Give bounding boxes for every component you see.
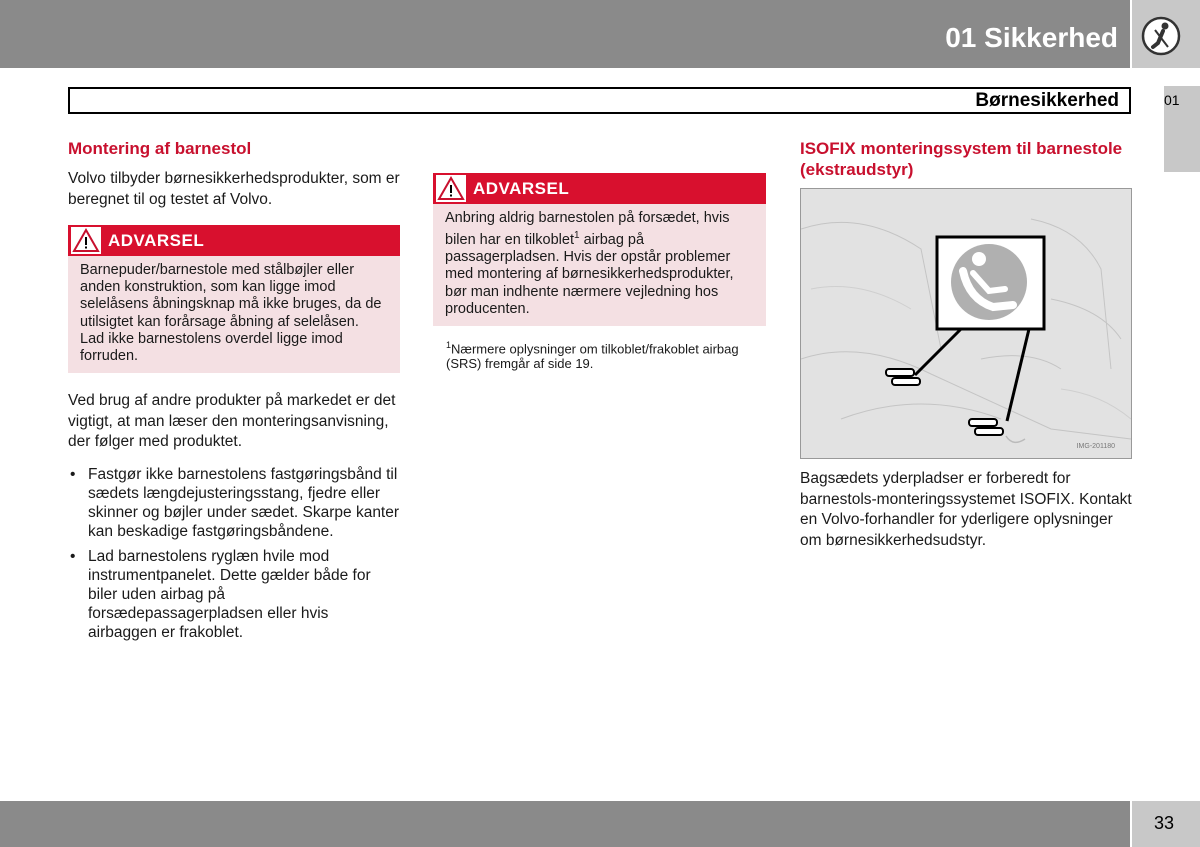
warning-box <box>68 225 400 373</box>
figure-code: IMG-201180 <box>1076 443 1115 450</box>
warning-text <box>433 204 766 326</box>
warning-text-line-1: Barnepuder/barnestole med stålbøjler eller anden konstruktion, som kan ligge imod selelåsens åbningsknap må ikke bruges, da de utilsigtet kan forårsage åbning af selelåsen. <box>80 262 382 330</box>
warning-title: ADVARSEL <box>473 179 570 198</box>
list-item: • Lad barnestolens ryglæn hvile mod instrumentpanelet. Dette gælder både for biler uden airbag på forsædepassagerpladsen eller hvis airbaggen er frakoblet. <box>68 547 400 642</box>
heading-isofix: ISOFIX monteringssystem til barnestole (ekstraudstyr) <box>800 139 1123 179</box>
section-bar <box>68 87 1131 114</box>
warning-triangle-icon <box>71 227 101 254</box>
column-right <box>800 138 1132 551</box>
column-middle <box>433 173 766 371</box>
warning-text-part-2: airbag på passagerpladsen. Hvis der opstår problemer med montering af børnesikkerhedsprodukter, bør man indhente nærmere vejledning hos producenten. <box>445 232 734 317</box>
isofix-paragraph: Bagsædets yderpladser er forberedt for barnestols-monteringssystemet ISOFIX. Kontakt en Volvo-forhandler for yderligere oplysninger om børnesikkerhedsudstyr. <box>800 470 1132 549</box>
isofix-illustration <box>800 188 1132 459</box>
section-title: Børnesikkerhed <box>975 90 1119 111</box>
warning-triangle-icon <box>436 175 466 202</box>
column-left <box>68 138 400 648</box>
other-products-paragraph: Ved brug af andre produkter på markedet er det vigtigt, at man læser den monteringsanvisning, der følger med produktet. <box>68 392 396 451</box>
warning-text-line-2: Lad ikke barnestolens overdel ligge imod forruden. <box>80 330 343 365</box>
footnote-mark: 1 <box>446 340 452 351</box>
warning-header <box>433 173 766 204</box>
footer-bar <box>0 801 1130 847</box>
footnote-marker: 1 <box>573 230 580 242</box>
chapter-title: 01 Sikkerhed <box>945 22 1118 53</box>
page-number: 33 <box>1154 813 1175 833</box>
heading-child-seat-mounting: Montering af barnestol <box>68 139 252 158</box>
bullet-list <box>68 465 400 642</box>
list-item: • Fastgør ikke barnestolens fastgøringsbånd til sædets længdejusteringsstang, fjedre eller skinner og bøjler under sædet. Skarpe kanter kan beskadige fastgøringsbåndene. <box>68 465 400 541</box>
isofix-seat-drawing <box>801 189 1131 458</box>
warning-box <box>433 173 766 326</box>
warning-text <box>68 256 400 373</box>
side-tab-label: 01 <box>1164 92 1180 108</box>
footnote <box>433 338 766 371</box>
warning-title: ADVARSEL <box>108 231 205 250</box>
warning-header <box>68 225 400 256</box>
warning-text-part-1: Anbring aldrig barnestolen på forsædet, hvis bilen har en tilkoblet <box>445 210 730 249</box>
intro-paragraph: Volvo tilbyder børnesikkerhedsprodukter, som er beregnet til og testet af Volvo. <box>68 170 400 208</box>
seatbelt-person-icon <box>1141 16 1181 61</box>
footnote-text: Nærmere oplysninger om tilkoblet/frakoblet airbag (SRS) fremgår af side 19. <box>446 341 739 372</box>
